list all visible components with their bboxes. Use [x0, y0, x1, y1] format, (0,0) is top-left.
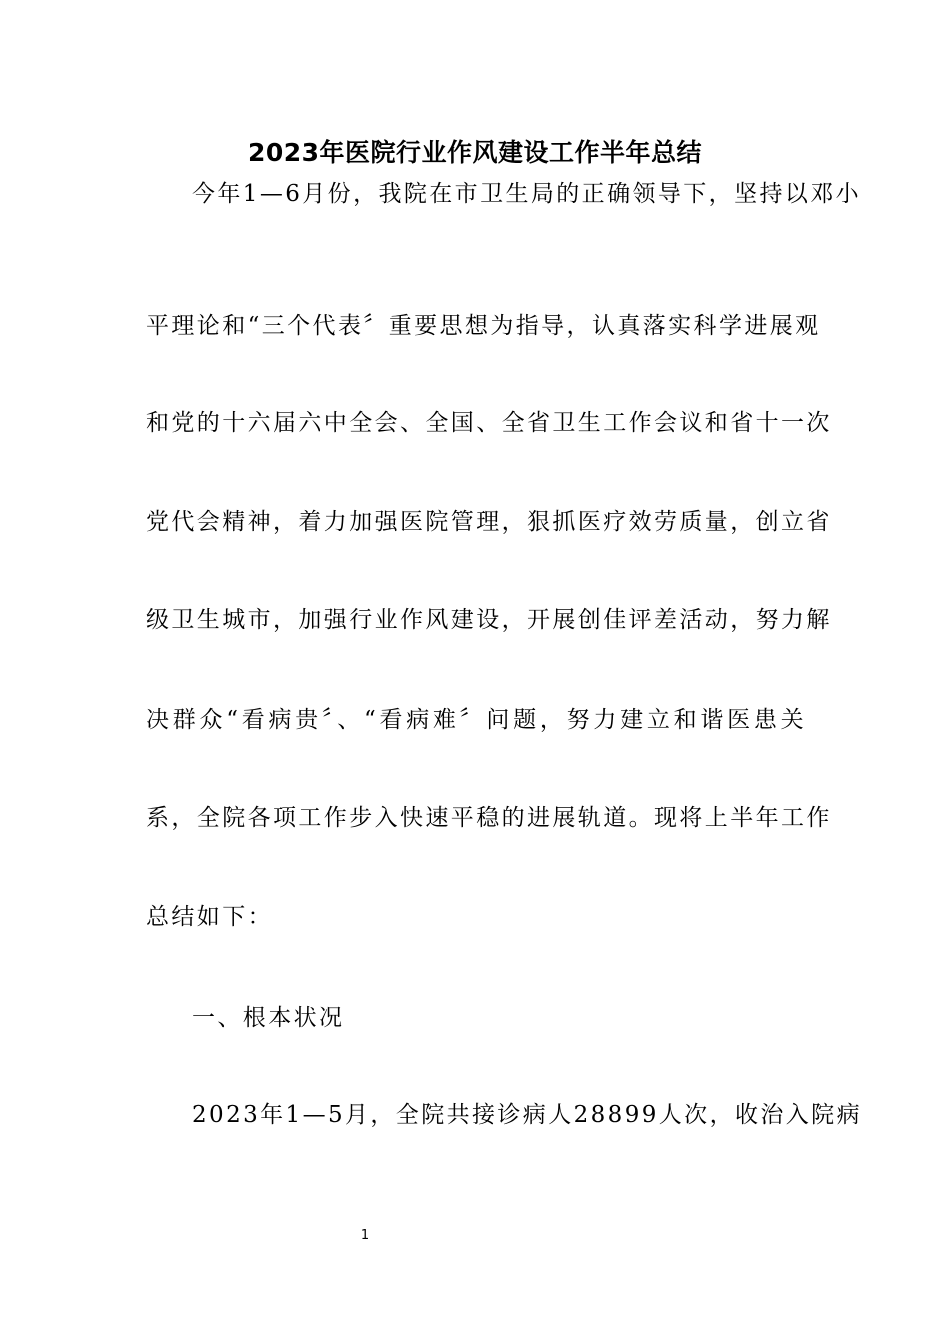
- paragraph-line: 决群众“看病贵〞、“看病难〞问题，努力建立和谐医患关: [146, 707, 806, 733]
- page-number: 1: [360, 1228, 370, 1243]
- section-heading: 一、根本状况: [192, 1005, 345, 1031]
- paragraph-line: 今年1—6月份，我院在市卫生局的正确领导下，坚持以邓小: [192, 181, 862, 207]
- paragraph-line: 2023年1—5月，全院共接诊病人28899人次，收治入院病: [192, 1102, 862, 1128]
- paragraph-line: 平理论和“三个代表〞重要思想为指导，认真落实科学进展观: [146, 313, 821, 339]
- paragraph-line: 级卫生城市，加强行业作风建设，开展创佳评差活动，努力解: [146, 607, 832, 633]
- paragraph-line: 和党的十六届六中全会、全国、全省卫生工作会议和省十一次: [146, 410, 832, 436]
- document-title: 2023年医院行业作风建设工作半年总结: [247, 138, 703, 167]
- paragraph-line: 总结如下：: [146, 904, 273, 930]
- paragraph-line: 系，全院各项工作步入快速平稳的进展轨道。现将上半年工作: [146, 805, 832, 831]
- paragraph-line: 党代会精神，着力加强医院管理，狠抓医疗效劳质量，创立省: [146, 509, 832, 535]
